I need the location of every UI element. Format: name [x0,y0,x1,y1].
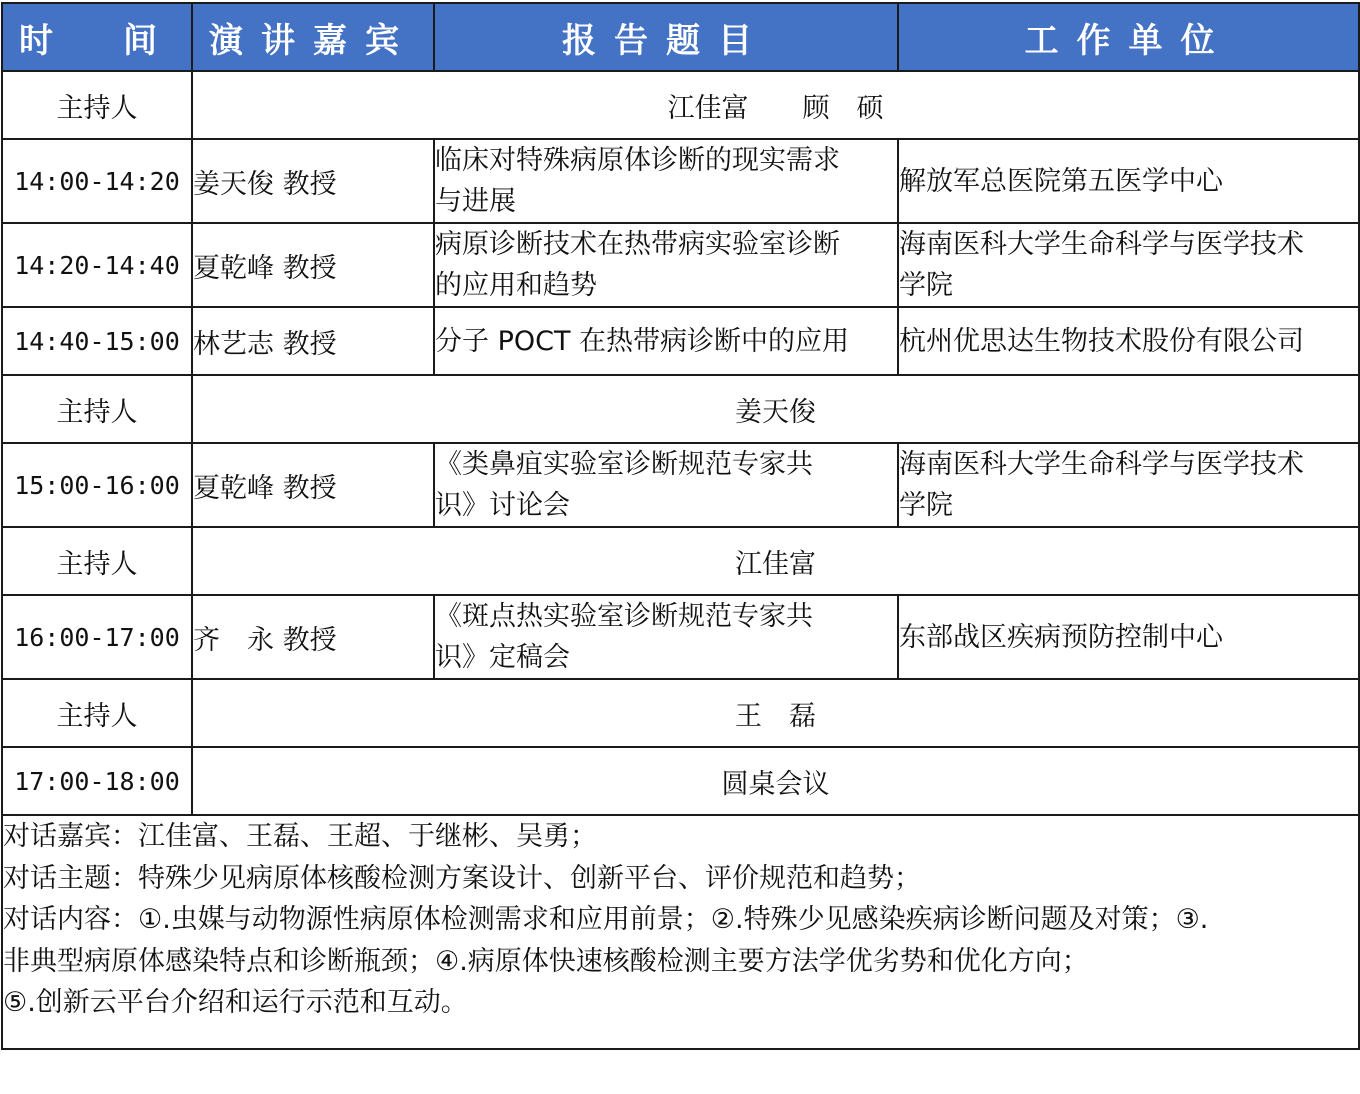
host-label: 主持人 [2,71,192,139]
talk-topic-line: 与进展 [435,186,516,217]
talk-speaker: 夏乾峰 教授 [192,443,434,527]
host-names: 王 磊 [192,679,1359,747]
dialogue-notes [2,815,1359,1049]
talk-topic-line: 《斑点热实验室诊断规范专家共 [435,601,813,632]
notes-line: ⑤.创新云平台介绍和运行示范和互动。 [3,987,468,1018]
header-time: 时 间 [2,3,192,71]
talk-organization-line: 学院 [899,270,953,301]
talk-organization-line: 解放军总医院第五医学中心 [899,165,1223,197]
host-label: 主持人 [2,527,192,595]
talk-speaker: 夏乾峰 教授 [192,223,434,307]
host-row [2,527,1359,595]
host-label: 主持人 [2,375,192,443]
talk-topic [434,139,898,223]
talk-organization-line: 海南医科大学生命科学与医学技术 [899,449,1304,480]
notes-row [2,815,1359,1049]
talk-time: 14:20-14:40 [2,223,192,307]
host-names: 江佳富 [192,527,1359,595]
talk-row [2,139,1359,223]
talk-organization-line: 海南医科大学生命科学与医学技术 [899,229,1304,260]
talk-organization [898,307,1359,375]
talk-topic [434,307,898,375]
talk-row [2,595,1359,679]
notes-line: 非典型病原体感染特点和诊断瓶颈；④.病原体快速核酸检测主要方法学优劣势和优化方向； [3,945,1089,977]
talk-organization [898,139,1359,223]
talk-topic-line: 临床对特殊病原体诊断的现实需求 [435,145,840,176]
talk-topic-line: 病原诊断技术在热带病实验室诊断 [435,229,840,260]
talk-speaker: 姜天俊 教授 [192,139,434,223]
talk-organization [898,443,1359,527]
talk-row [2,307,1359,375]
header-speaker: 演讲嘉宾 [192,3,434,71]
talk-topic-line: 分子 POCT 在热带病诊断中的应用 [435,325,850,357]
talk-topic [434,223,898,307]
talk-topic-line: 识》讨论会 [435,490,570,521]
talk-time: 15:00-16:00 [2,443,192,527]
talk-organization-line: 学院 [899,490,953,521]
roundtable-row [2,747,1359,815]
talk-topic [434,443,898,527]
talk-topic-line: 《类鼻疽实验室诊断规范专家共 [435,449,813,480]
talk-speaker: 林艺志 教授 [192,307,434,375]
roundtable-time: 17:00-18:00 [2,747,192,815]
host-row [2,375,1359,443]
talk-time: 14:00-14:20 [2,139,192,223]
host-names: 江佳富 顾 硕 [192,71,1359,139]
header-topic: 报告题目 [434,3,898,71]
notes-line: 对话嘉宾：江佳富、王磊、王超、于继彬、吴勇； [3,821,597,852]
talk-time: 16:00-17:00 [2,595,192,679]
host-row [2,679,1359,747]
header-organization: 工作单位 [898,3,1359,71]
notes-line: 对话内容：①.虫媒与动物源性病原体检测需求和应用前景；②.特殊少见感染疾病诊断问题及对策；③. [3,904,1209,935]
talk-organization-line: 东部战区疾病预防控制中心 [899,621,1223,653]
header-row [2,3,1359,71]
host-row [2,71,1359,139]
talk-organization [898,223,1359,307]
talk-organization [898,595,1359,679]
talk-topic-line: 识》定稿会 [435,642,570,673]
host-names: 姜天俊 [192,375,1359,443]
talk-organization-line: 杭州优思达生物技术股份有限公司 [899,325,1304,357]
talk-speaker: 齐 永 教授 [192,595,434,679]
talk-row [2,443,1359,527]
schedule-table [1,2,1360,1050]
talk-time: 14:40-15:00 [2,307,192,375]
talk-row [2,223,1359,307]
host-label: 主持人 [2,679,192,747]
roundtable-title: 圆桌会议 [192,747,1359,815]
notes-line: 对话主题：特殊少见病原体核酸检测方案设计、创新平台、评价规范和趋势； [3,862,921,894]
talk-topic [434,595,898,679]
talk-topic-line: 的应用和趋势 [435,270,597,301]
